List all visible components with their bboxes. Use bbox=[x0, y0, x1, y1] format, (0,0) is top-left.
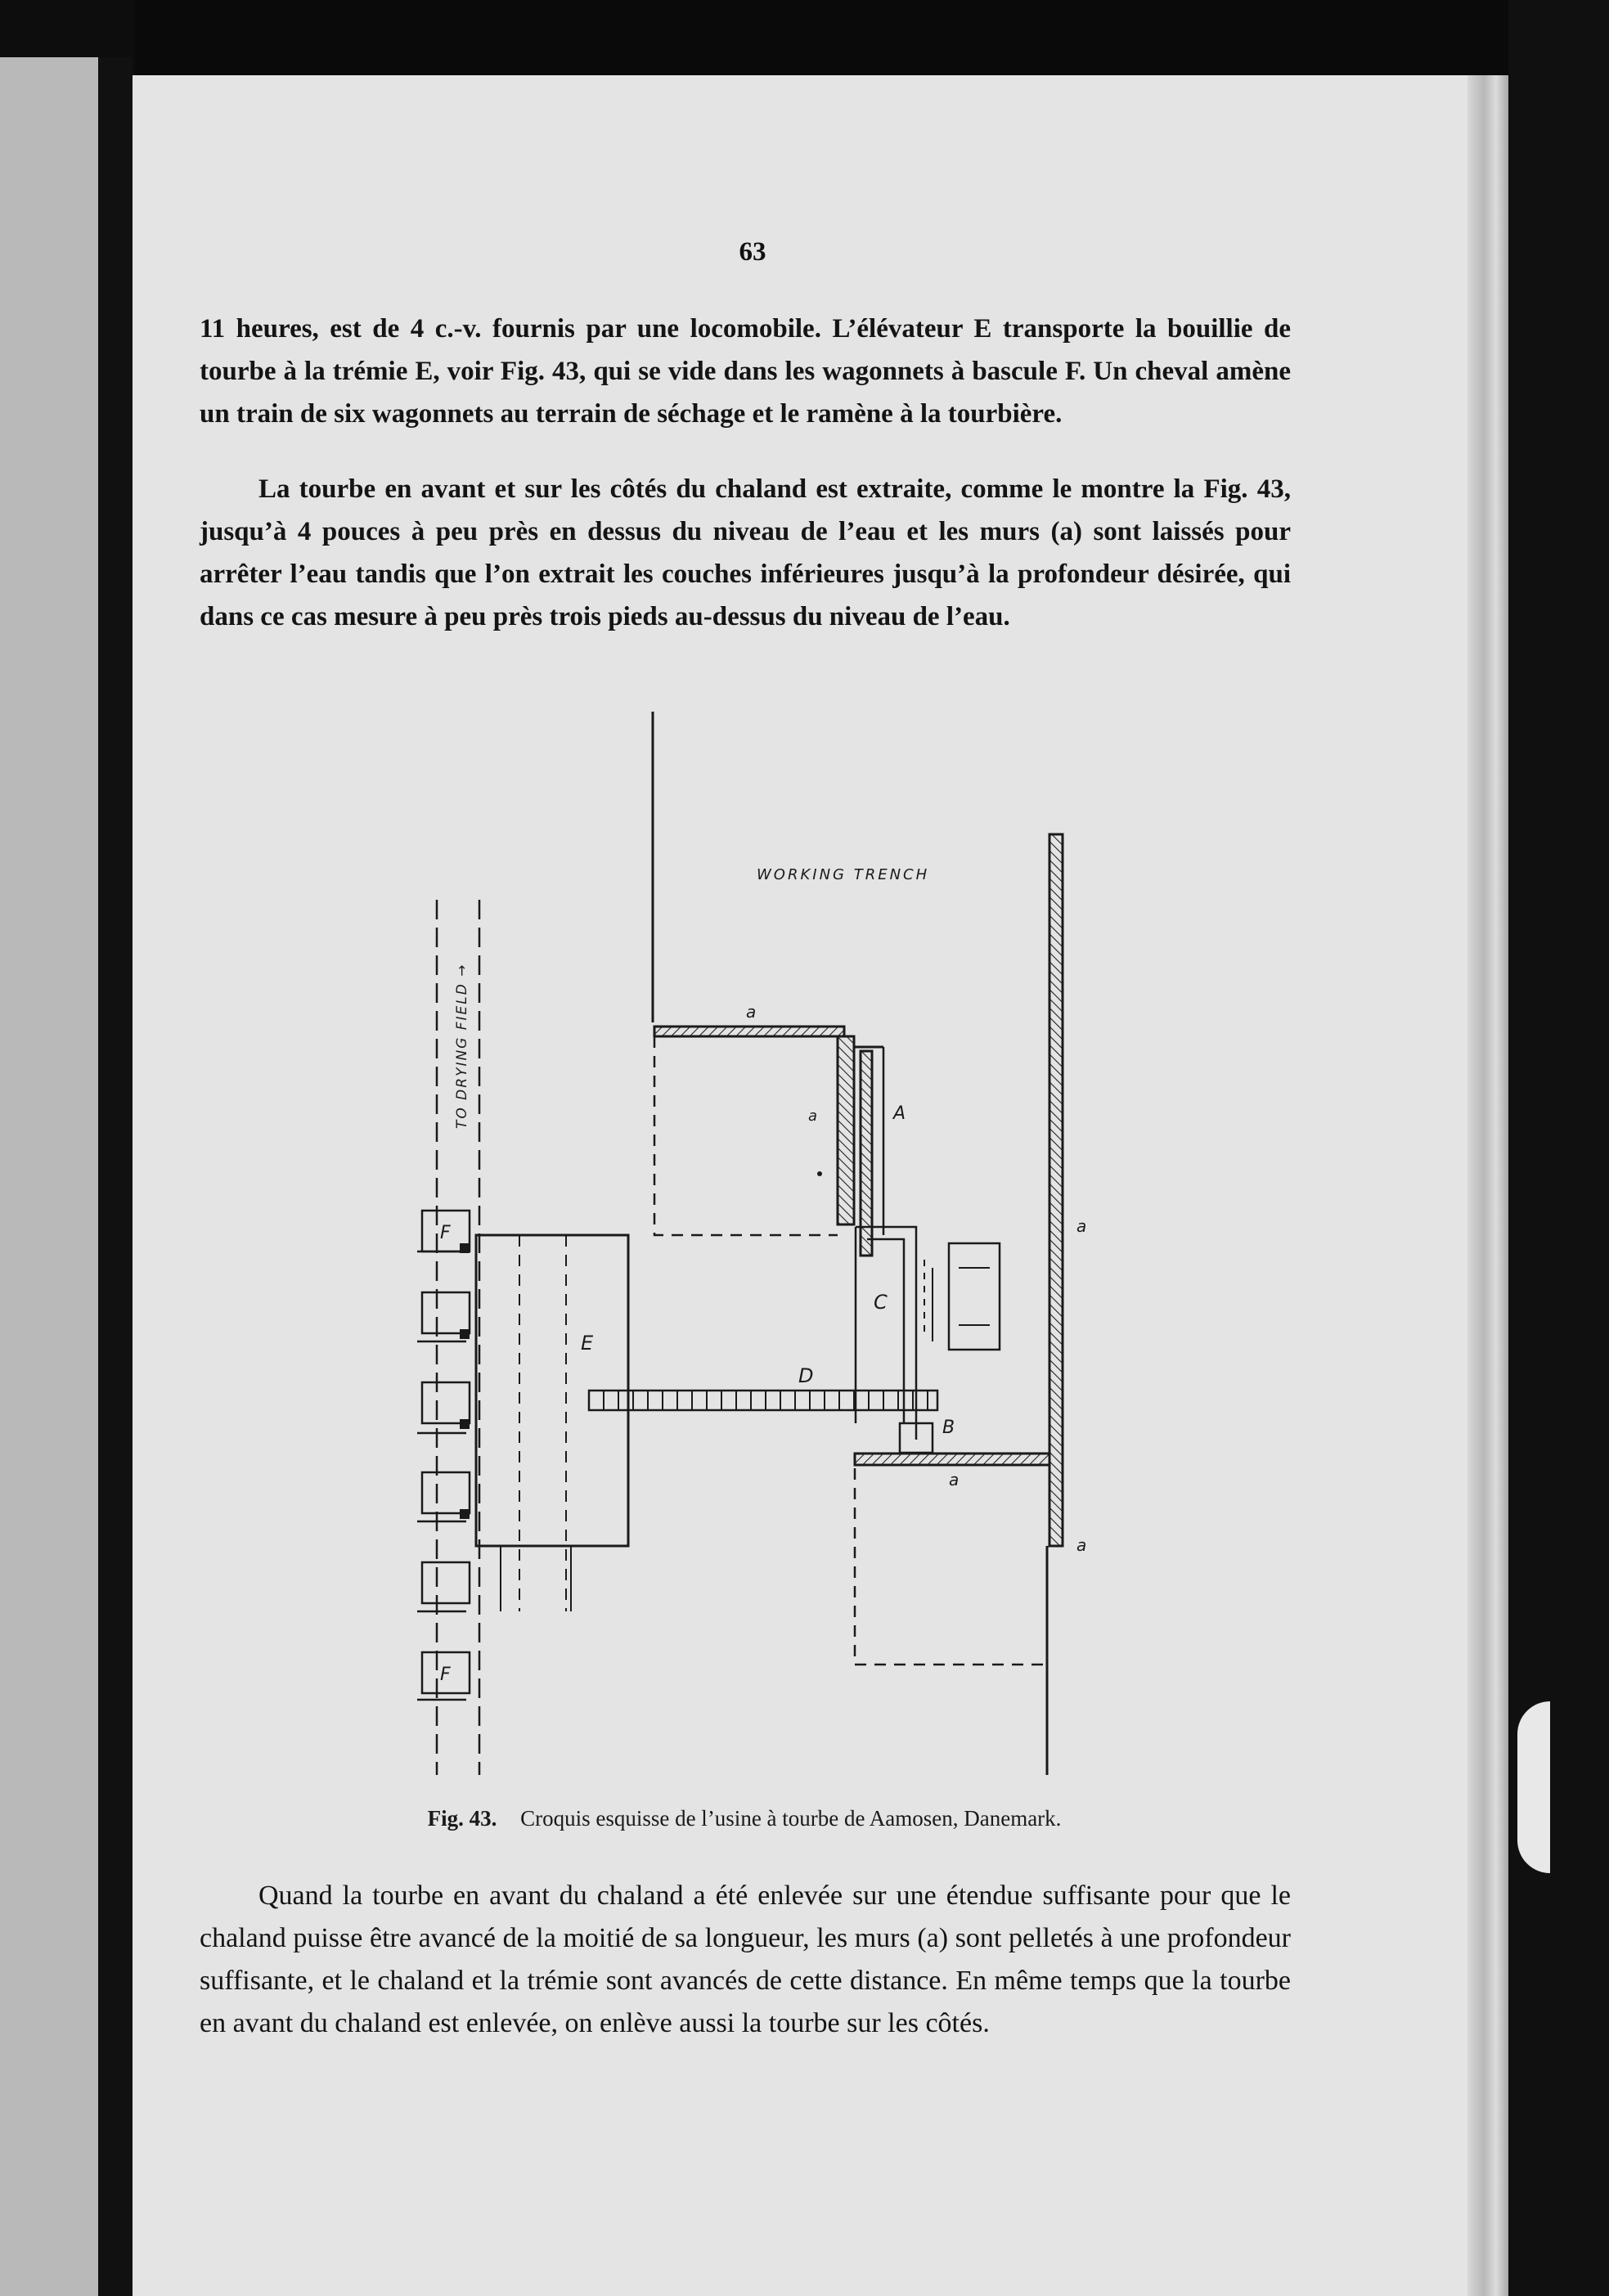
label-F-bottom: F bbox=[440, 1665, 451, 1685]
wagon bbox=[422, 1472, 470, 1513]
elevator-A bbox=[861, 1051, 872, 1256]
label-F-top: F bbox=[440, 1223, 451, 1243]
figure-43-diagram bbox=[393, 703, 1112, 1791]
figure-number: Fig. 43. bbox=[427, 1806, 497, 1831]
label-a-right-low: a bbox=[1076, 1535, 1087, 1555]
scan-right-border bbox=[1508, 0, 1609, 2296]
label-a-inner: a bbox=[808, 1108, 818, 1125]
right-page-edge bbox=[1467, 75, 1508, 2296]
right-wall bbox=[1049, 834, 1063, 1546]
label-a-right: a bbox=[1076, 1216, 1087, 1236]
figure-caption bbox=[196, 1806, 1292, 1831]
book-spine bbox=[98, 57, 133, 2296]
left-page-edge bbox=[0, 57, 98, 2296]
wall-a-vertical bbox=[838, 1036, 854, 1224]
label-a-bottom: a bbox=[949, 1470, 960, 1489]
label-A: A bbox=[893, 1103, 906, 1124]
paragraph-2: La tourbe en avant et sur les côtés du chaland est extraite, comme le montre la Fig. 43, jusqu’à 4 pouces à peu près en dessus du niveau de l’eau et les murs (a) sont laissés pour arrêter l’eau tandis que l’on extrait les couches inférieures jusqu’à la profondeur désirée, qui dans ce cas mesure à peu près trois pieds au-dessus du niveau de l’eau. bbox=[200, 474, 1291, 631]
wagon bbox=[422, 1292, 470, 1333]
conveyor-D bbox=[589, 1391, 937, 1410]
label-D: D bbox=[798, 1364, 814, 1387]
scan-top-shadow bbox=[0, 0, 1609, 78]
figure-caption-text: Croquis esquisse de l’usine à tourbe de Aamosen, Danemark. bbox=[520, 1806, 1062, 1831]
label-C: C bbox=[874, 1291, 888, 1314]
label-drying-field: TO DRYING FIELD → bbox=[454, 963, 470, 1129]
paragraph-1: 11 heures, est de 4 c.-v. fournis par une locomobile. L’élévateur E transporte la bouillie de tourbe à la trémie E, voir Fig. 43, qui se vide dans les wagonnets à bascule F. Un cheval amène un train de six wagonnets au terrain de séchage et le ramène à la tourbière. bbox=[200, 314, 1291, 429]
label-working-trench: WORKING TRENCH bbox=[757, 866, 930, 883]
label-a-top: a bbox=[746, 1002, 757, 1022]
paragraph-3: Quand la tourbe en avant du chaland a été enlevée sur une étendue suffisante pour que le chaland puisse être avancé de la moitié de sa longueur, les murs (a) sont pelletés à une profondeur suffisante, et le chaland et la trémie sont avancés de cette distance. En même temps que la tourbe en avant du chaland est enlevée, on enlève aussi la tourbe sur les côtés. bbox=[200, 1880, 1291, 2038]
wagon bbox=[422, 1562, 470, 1603]
wall-a-top bbox=[654, 1027, 844, 1036]
label-E: E bbox=[581, 1332, 594, 1355]
wall-a-bottom bbox=[855, 1454, 1049, 1465]
label-B: B bbox=[942, 1418, 955, 1438]
wagon bbox=[422, 1382, 470, 1423]
scan-glare bbox=[1517, 1701, 1550, 1873]
page-number: 63 bbox=[739, 237, 766, 267]
engine-box bbox=[949, 1243, 1000, 1350]
